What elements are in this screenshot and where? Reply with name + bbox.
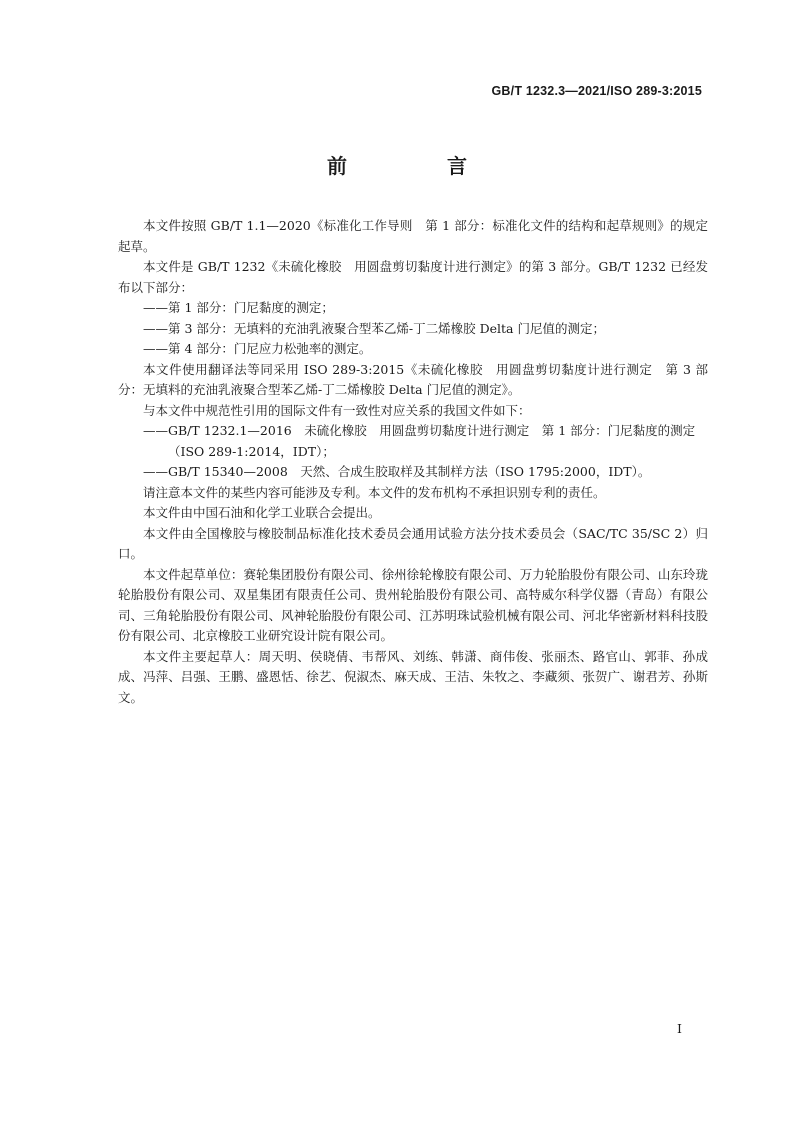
foreword-body: [118, 216, 708, 708]
paragraph-references-intro: 与本文件中规范性引用的国际文件有一致性对应关系的我国文件如下：: [143, 402, 531, 418]
paragraph-drafting-units: 本文件起草单位：赛轮集团股份有限公司、徐州徐轮橡胶有限公司、万力轮胎股份有限公司、山东玲珑轮胎股份有限公司、双星集团有限责任公司、贵州轮胎股份有限公司、高特威尔科学仪器（青岛）有限公司、三角轮胎股份有限公司、风神轮胎股份有限公司、江苏明珠试验机械有限公司、河北华密新材料科技股份有限公司、北京橡胶工业研究设计院有限公司。: [118, 566, 708, 643]
paragraph-drafting-rules: 本文件按照 GB/T 1.1—2020《标准化工作导则 第 1 部分：标准化文件的结构和起草规则》的规定起草。: [118, 218, 708, 254]
list-item-reference-1: ——GB/T 1232.1—2016 未硫化橡胶 用圆盘剪切黏度计进行测定 第 1 部分：门尼黏度的测定（ISO 289-1:2014，IDT）；: [143, 423, 696, 459]
paragraph-series-parts: 本文件是 GB/T 1232《未硫化橡胶 用圆盘剪切黏度计进行测定》的第 3 部分。GB/T 1232 已经发布以下部分：: [118, 259, 708, 295]
list-item-part-3: ——第 3 部分：无填料的充油乳液聚合型苯乙烯-丁二烯橡胶 Delta 门尼值的测定；: [143, 320, 605, 336]
list-item-part-4: ——第 4 部分：门尼应力松弛率的测定。: [143, 341, 372, 356]
list-item-part-1: ——第 1 部分：门尼黏度的测定；: [143, 300, 334, 315]
paragraph-proposer: 本文件由中国石油和化学工业联合会提出。: [143, 505, 381, 520]
paragraph-patent-notice: 请注意本文件的某些内容可能涉及专利。本文件的发布机构不承担识别专利的责任。: [143, 484, 606, 500]
list-item-reference-2: ——GB/T 15340—2008 天然、合成生胶取样及其制样方法（ISO 1795:2000，IDT）。: [143, 464, 651, 479]
page-number: I: [677, 1021, 682, 1036]
paragraph-drafters: 本文件主要起草人：周天明、侯晓倩、韦帮风、刘练、韩潇、商伟俊、张丽杰、路官山、郭菲、孙成成、冯萍、吕强、王鹏、盛恩恬、徐艺、倪淑杰、麻天成、王洁、朱牧之、李藏须、张贺广、谢君芳、孙斯文。: [118, 648, 708, 705]
standard-code-header: GB/T 1232.3—2021/ISO 289-3:2015: [491, 84, 702, 98]
page-title: 前 言: [327, 154, 507, 178]
paragraph-adoption: 本文件使用翻译法等同采用 ISO 289-3:2015《未硫化橡胶 用圆盘剪切黏度计进行测定 第 3 部分：无填料的充油乳液聚合型苯乙烯-丁二烯橡胶 Delta 门尼值的测定》。: [118, 361, 708, 397]
paragraph-committee: 本文件由全国橡胶与橡胶制品标准化技术委员会通用试验方法分技术委员会（SAC/TC 35/SC 2）归口。: [118, 525, 708, 561]
